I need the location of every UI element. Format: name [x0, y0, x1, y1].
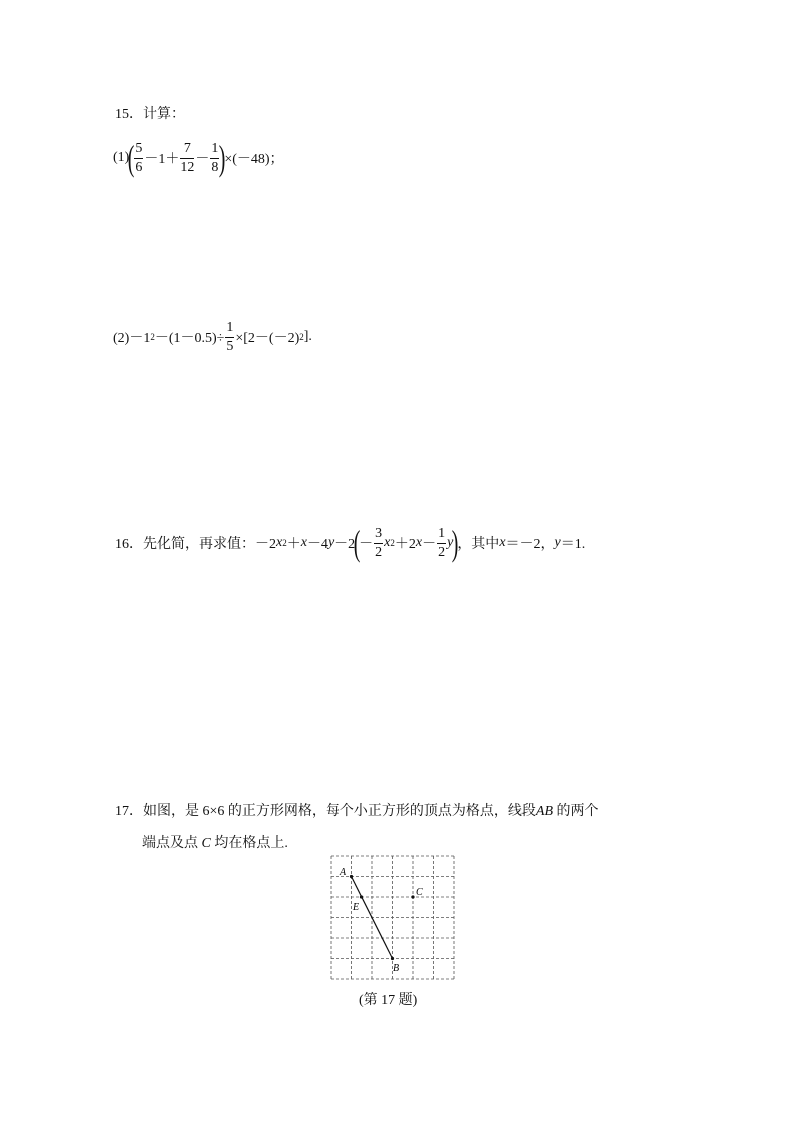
point-b [391, 957, 394, 960]
q15-part1-tail: ×(－48)； [224, 152, 284, 167]
fraction-3-2: $\frac{3}{2}$ [375, 525, 383, 560]
q17-line1-text: 17．如图，是 6×6 的正方形网格，每个小正方形的顶点为格点，线段 [115, 804, 536, 819]
q16-sup2: 2 [390, 538, 395, 548]
q15-part1-term1: －1＋ [144, 152, 180, 167]
q16-t8: ＝－2， [505, 537, 555, 552]
q15-part1-prefix: (1) [113, 150, 130, 165]
right-paren: ) [219, 138, 226, 178]
q16-prefix: 16．先化简，再求值：－2 [115, 537, 276, 552]
q16-t9: ＝1. [560, 537, 586, 552]
q16-t7: ，其中 [457, 537, 500, 552]
fraction-1-5: $\frac{1}{5}$ [226, 319, 234, 354]
q17-line2 [142, 832, 288, 852]
label-e: E [353, 902, 360, 913]
var-x: x [300, 535, 307, 550]
q16-t4: － [359, 537, 374, 552]
figure-caption: (第 17 题) [359, 993, 418, 1008]
grid-lines [331, 856, 454, 979]
q16-t5: ＋2 [394, 537, 416, 552]
label-a: A [340, 867, 347, 878]
q15-part2-term1: －(1－0.5)÷ [154, 331, 225, 346]
var-x: x [276, 535, 283, 550]
fraction-7-12: $\frac{7}{12}$ [180, 140, 195, 175]
fraction-5-6: $\frac{5}{6}$ [135, 140, 143, 175]
q15-part2-sup1: 2 [150, 332, 155, 342]
q17-line1 [115, 800, 599, 820]
q15-heading: 15．计算： [115, 107, 185, 122]
var-x: x [499, 535, 506, 550]
fraction-1-2: $\frac{1}{2}$ [438, 525, 446, 560]
q16-sup1: 2 [282, 538, 287, 548]
var-x: x [384, 535, 391, 550]
var-y: y [447, 535, 454, 550]
point-e [360, 895, 363, 898]
q16-t3: －2 [334, 537, 356, 552]
q15-part2-tail: ]. [303, 329, 312, 344]
var-y: y [554, 535, 561, 550]
q15-part1 [113, 138, 284, 178]
q15-part1-term2: － [195, 152, 210, 167]
label-b: B [393, 963, 400, 974]
q15-part2-term2: ×[2－(－2) [235, 331, 300, 346]
segment-ab-label: AB [535, 804, 554, 819]
label-c: C [416, 887, 423, 898]
grid-figure [320, 850, 470, 988]
q17-line2-tail: 均在格点上. [210, 836, 288, 851]
q15-part2-sup2: 2 [299, 332, 304, 342]
right-paren: ) [452, 523, 459, 563]
q16-t2: －4 [306, 537, 328, 552]
q15-part2 [113, 317, 312, 357]
left-paren: ( [353, 523, 361, 563]
q15-part2-prefix: (2)－1 [113, 331, 151, 346]
left-paren: ( [128, 138, 135, 178]
point-c-label: C [201, 836, 211, 851]
var-y: y [327, 535, 335, 550]
q16-t6: － [422, 537, 437, 552]
var-x: x [415, 535, 423, 550]
q16-t1: ＋ [286, 537, 301, 552]
fraction-1-8: $\frac{1}{8}$ [211, 140, 219, 175]
q16-line [115, 523, 585, 563]
point-c [411, 895, 414, 898]
q17-line1-tail: 的两个 [553, 804, 599, 819]
q17-line2-text: 端点及点 [142, 836, 202, 851]
point-a [350, 875, 353, 878]
